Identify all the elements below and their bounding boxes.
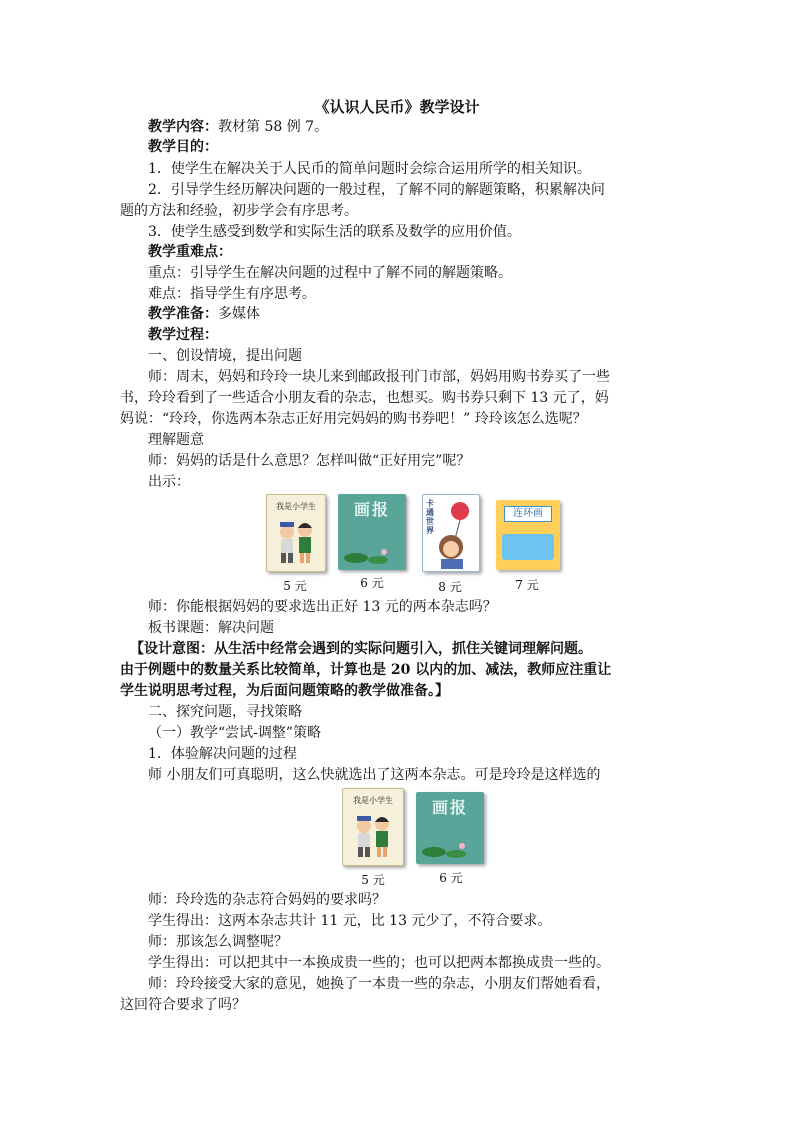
content-line <box>148 118 708 136</box>
section2-q2: 师：那该怎么调整呢？ <box>148 934 288 950</box>
section2-p2: 师：玲玲接受大家的意见，她换了一本贵一些的杂志，小朋友们帮她看看， <box>148 976 610 992</box>
magazine-katong <box>422 494 480 572</box>
section2-p3: 这回符合要求了吗？ <box>120 997 246 1013</box>
prep-line <box>148 305 708 323</box>
page-title: 《认识人民币》教学设计 <box>314 98 480 116</box>
price-label: 8 元 <box>438 580 462 594</box>
price-label: 6 元 <box>439 871 463 885</box>
magazine-title: 卡通世界 <box>426 498 434 535</box>
content-text: 教材第 58 例 7。 <box>218 119 329 135</box>
understand-line: 理解题意 <box>148 432 204 448</box>
focus-line: 重点：引导学生在解决问题的过程中了解不同的解题策略。 <box>148 265 512 281</box>
key-label: 教学重难点： <box>148 244 232 260</box>
magazine-xiaoxuesheng <box>266 494 326 572</box>
leaf-illustration-icon <box>416 834 484 864</box>
magazine-title: 我是小学生 <box>353 796 393 805</box>
leaf-illustration-icon <box>338 540 406 570</box>
magazine-huabao <box>338 494 406 570</box>
price-label: 7 元 <box>515 578 539 592</box>
process-label: 教学过程： <box>148 327 218 343</box>
cover-art <box>502 534 554 560</box>
board-line: 板书课题：解决问题 <box>148 620 274 636</box>
show-line: 出示： <box>148 474 190 490</box>
magazine-xiaoxuesheng-2 <box>342 788 404 866</box>
section1-p3: 妈说：“玲玲，你选两本杂志正好用完妈妈的购书券吧！” 玲玲该怎么选呢？ <box>120 411 587 427</box>
children-illustration-icon <box>267 512 325 568</box>
magazine-title: 画报 <box>431 798 468 817</box>
prep-text: 多媒体 <box>218 306 260 322</box>
question-1: 师：妈妈的话是什么意思？怎样叫做“正好用完”呢？ <box>148 453 471 469</box>
magazine-title: 我是小学生 <box>276 502 316 511</box>
design-intent-1: 【设计意图：从生活中经常会遇到的实际问题引入，抓住关键词理解问题。 <box>130 641 592 657</box>
section1-p1: 师：周末，妈妈和玲玲一块儿来到邮政报刊门市部，妈妈用购书券买了一些 <box>148 369 610 385</box>
goal-2: 2．引导学生经历解决问题的一般过程，了解不同的解题策略，积累解决问 <box>148 182 605 198</box>
magazine-title: 画报 <box>353 500 390 519</box>
section2-a2: 学生得出：可以把其中一本换成贵一些的；也可以把两本都换成贵一些的。 <box>148 955 610 971</box>
section2-heading: 二、探究问题，寻找策略 <box>148 704 302 720</box>
goal-2-cont: 题的方法和经验，初步学会有序思考。 <box>120 203 358 219</box>
children-illustration-icon <box>343 806 403 862</box>
goal-label: 教学目的： <box>148 139 218 155</box>
section2-q1: 师：玲玲选的杂志符合妈妈的要求吗？ <box>148 892 386 908</box>
section1-heading: 一、创设情境，提出问题 <box>148 348 302 364</box>
difficulty-line: 难点：指导学生有序思考。 <box>148 286 316 302</box>
prep-label: 教学准备： <box>148 306 218 322</box>
section2-sub: （一）教学“尝试-调整”策略 <box>148 725 322 741</box>
section2-step: 1．体验解决问题的过程 <box>148 746 297 762</box>
section1-p2: 书，玲玲看到了一些适合小朋友看的杂志，也想买。购书券只剩下 13 元了，妈 <box>120 390 609 406</box>
design-intent-3: 学生说明思考过程，为后面问题策略的教学做准备。】 <box>120 683 449 699</box>
content-label: 教学内容： <box>148 119 218 135</box>
section2-a1: 学生得出：这两本杂志共计 11 元，比 13 元少了，不符合要求。 <box>148 913 552 929</box>
price-label: 5 元 <box>283 579 307 593</box>
question-2: 师：你能根据妈妈的要求选出正好 13 元的两本杂志吗？ <box>148 599 497 615</box>
price-label: 6 元 <box>360 576 384 590</box>
goal-1: 1．使学生在解决关于人民币的简单问题时会综合运用所学的相关知识。 <box>148 161 591 177</box>
magazine-huabao-2 <box>416 792 484 864</box>
magazine-lianhuanhua <box>496 500 560 570</box>
goal-3: 3．使学生感受到数学和实际生活的联系及数学的应用价值。 <box>148 224 521 240</box>
magazine-title: 连环画 <box>504 506 552 522</box>
design-intent-2: 由于例题中的数量关系比较简单，计算也是 20 以内的加、减法，教师应注重让 <box>120 662 612 678</box>
section2-p1: 师 小朋友们可真聪明，这么快就选出了这两本杂志。可是玲玲是这样选的 <box>148 767 601 783</box>
price-label: 5 元 <box>361 873 385 887</box>
